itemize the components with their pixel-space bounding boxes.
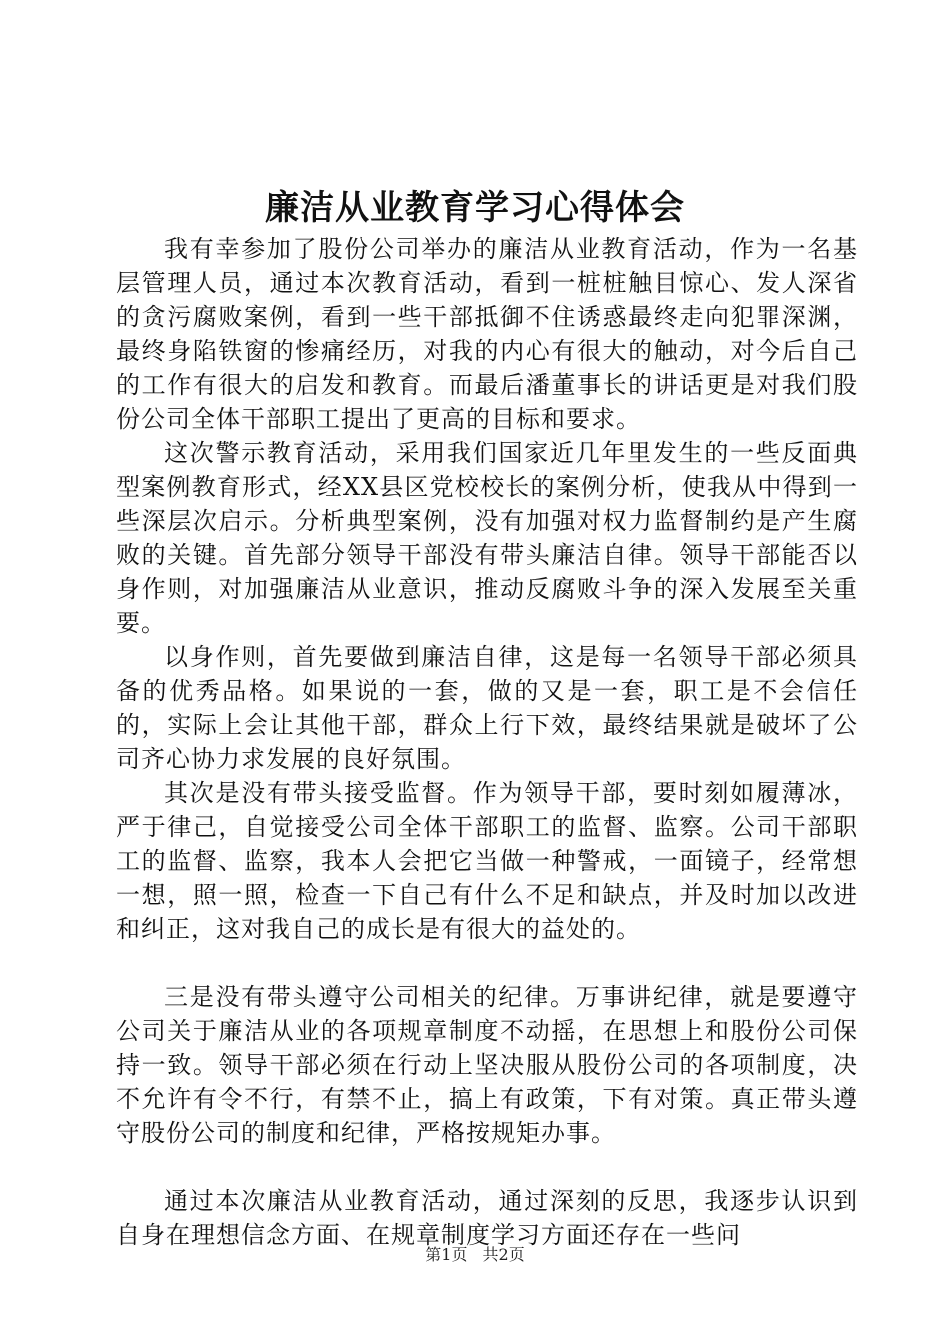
- document-title: 廉洁从业教育学习心得体会: [265, 188, 685, 228]
- paragraph-spacer: [116, 946, 858, 980]
- paragraph-2: 这次警示教育活动，采用我们国家近几年里发生的一些反面典型案例教育形式，经XX县区党校校长的案例分析，使我从中得到一些深层次启示。分析典型案例，没有加强对权力监督制约是产生腐败的关键。首先部分领导干部没有带头廉洁自律。领导干部能否以身作则，对加强廉洁从业意识，推动反腐败斗争的深入发展至关重要。: [116, 439, 858, 637]
- paragraph-4: 其次是没有带头接受监督。作为领导干部，要时刻如履薄冰，严于律己，自觉接受公司全体干部职工的监督、监察。公司干部职工的监督、监察，我本人会把它当做一种警戒，一面镜子，经常想一想，照一照，检查一下自己有什么不足和缺点，并及时加以改进和纠正，这对我自己的成长是有很大的益处的。: [116, 779, 858, 943]
- page-footer: [0, 1243, 950, 1267]
- paragraph-3: 以身作则，首先要做到廉洁自律，这是每一名领导干部必须具备的优秀品格。如果说的一套，做的又是一套，职工是不会信任的，实际上会让其他干部，群众上行下效，最终结果就是破坏了公司齐心协力求发展的良好氛围。: [116, 643, 858, 773]
- paragraph-5: 三是没有带头遵守公司相关的纪律。万事讲纪律，就是要遵守公司关于廉洁从业的各项规章制度不动摇，在思想上和股份公司保持一致。领导干部必须在行动上坚决服从股份公司的各项制度，决不允许有令不行，有禁不止，搞上有政策，下有对策。真正带头遵守股份公司的制度和纪律，严格按规矩办事。: [116, 983, 858, 1147]
- paragraph-6: 通过本次廉洁从业教育活动，通过深刻的反思，我逐步认识到自身在理想信念方面、在规章制度学习方面还存在一些问: [116, 1187, 858, 1249]
- page-number: 第1页: [425, 1245, 468, 1264]
- page-total: 共2页: [482, 1245, 525, 1264]
- paragraph-1: 我有幸参加了股份公司举办的廉洁从业教育活动，作为一名基层管理人员，通过本次教育活动，看到一桩桩触目惊心、发人深省的贪污腐败案例，看到一些干部抵御不住诱惑最终走向犯罪深渊，最终身陷铁窗的惨痛经历，对我的内心有很大的触动，对今后自己的工作有很大的启发和教育。而最后潘董事长的讲话更是对我们股份公司全体干部职工提出了更高的目标和要求。: [116, 235, 858, 433]
- paragraph-spacer: [116, 1150, 858, 1184]
- document-body: [116, 232, 858, 1252]
